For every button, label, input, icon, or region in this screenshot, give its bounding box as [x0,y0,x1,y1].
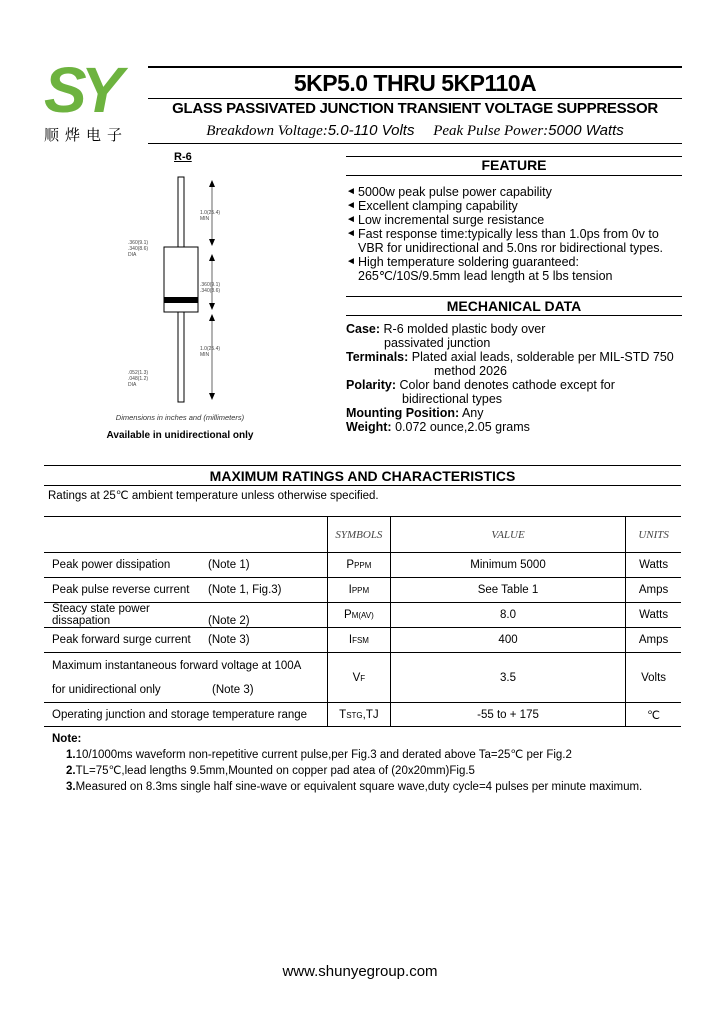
table-row: Operating junction and storage temperature range TSTG,TJ -55 to + 175 ℃ [44,703,681,727]
arrow-bullet-icon: ◄ [346,200,356,211]
col-units: UNITS [626,517,681,553]
package-label: R-6 [174,151,192,163]
mechanical-data: Case: R-6 molded plastic body over passivated junction Terminals: Plated axial leads, solderable per MIL-STD 750 method 2026 Polarity: Color band denotes cathode except for bidirectional types Mounting Position: Any Weight: 0.072 ounce,2.05 grams [346,322,674,434]
table-row: Peak forward surge current (Note 3) IFSM 400 Amps [44,628,681,653]
feature-item: ◄ Fast response time:typically less than 1.0ps from 0v to [346,227,659,241]
notes-section [52,731,682,795]
table-header-row [44,517,681,553]
feature-item-continued: 265℃/10S/9.5mm lead length at 5 lbs tension [358,269,613,283]
header-top-rule [148,66,682,68]
feature-item: ◄ High temperature soldering guaranteed: [346,255,579,269]
ratings-subheading: Ratings at 25℃ ambient temperature unless otherwise specified. [48,490,379,502]
ratings-rule-top [44,465,681,466]
table-row: Peak power dissipation (Note 1) PPPM Minimum 5000 Watts [44,553,681,578]
dim-lead-diameter: .052(1.3) .048(1.2) DIA [128,370,149,388]
document-subtitle: GLASS PASSIVATED JUNCTION TRANSIENT VOLTAGE SUPPRESSOR [172,100,658,117]
dim-lead-bottom: 1.0(25.4) MIN [200,346,221,358]
spec-line [148,122,682,140]
col-symbols: SYMBOLS [327,517,390,553]
note-item: 3.Measured on 8.3ms single half sine-wave or equivalent square wave,duty cycle=4 pulses per minute maximum. [66,781,643,793]
logo-chinese-name: 顺烨电子 [44,126,129,144]
ratings-heading: MAXIMUM RATINGS AND CHARACTERISTICS [209,468,516,484]
col-value: VALUE [390,517,625,553]
title-rule [148,98,682,99]
diagram-note: Available in unidirectional only [106,430,254,441]
power-label: Peak Pulse Power: [433,123,549,139]
table-row: Steacy state power dissapation (Note 2) PM(AV) 8.0 Watts [44,603,681,628]
power-value: 5000 Watts [548,122,624,139]
feature-list [346,185,682,283]
ratings-rule-bottom [44,485,681,486]
diagram-caption: Dimensions in inches and (millimeters) [115,413,245,422]
notes-heading: Note: [52,733,82,745]
dim-body-length: .360(9.1) .340(8.6) [200,282,221,294]
mech-rule-top [346,296,682,297]
dim-lead-top: 1.0(25.4) MIN [200,210,221,222]
ratings-table [44,516,681,727]
footer-url[interactable]: www.shunyegroup.com [282,963,438,980]
breakdown-value: 5.0-110 Volts [327,122,415,139]
dim-body-diameter: .360(9.1) .340(8.6) DIA [128,240,149,258]
mechanical-heading: MECHANICAL DATA [446,298,582,314]
feature-item: ◄ 5000w peak pulse power capability [346,185,552,199]
feature-item: ◄ Excellent clamping capability [346,199,518,213]
spec-rule [148,143,682,144]
note-item: 1.10/1000ms waveform non-repetitive current pulse,per Fig.3 and derated above Ta=25℃ per Fig.2 [66,749,572,761]
company-logo [42,60,140,118]
arrow-bullet-icon: ◄ [346,228,356,239]
feature-item-continued: VBR for unidirectional and 5.0ns ror bidirectional types. [358,241,664,255]
arrow-bullet-icon: ◄ [346,186,356,197]
mech-rule-bottom [346,315,682,316]
svg-text:SY: SY [44,60,118,118]
table-row: Peak pulse reverse current (Note 1, Fig.3) IPPM See Table 1 Amps [44,578,681,603]
feature-heading: FEATURE [481,157,547,173]
document-title: 5KP5.0 THRU 5KP110A [293,70,537,96]
arrow-bullet-icon: ◄ [346,214,356,225]
table-row: Maximum instantaneous forward voltage at 100A for unidirectional only (Note 3) VF 3.5 Volts [44,653,681,703]
note-item: 2.TL=75℃,lead lengths 9.5mm,Mounted on copper pad atea of (20x20mm)Fig.5 [66,765,475,777]
feature-rule-bottom [346,175,682,176]
arrow-bullet-icon: ◄ [346,256,356,267]
breakdown-label: Breakdown Voltage: [206,123,328,139]
feature-item: ◄ Low incremental surge resistance [346,213,545,227]
